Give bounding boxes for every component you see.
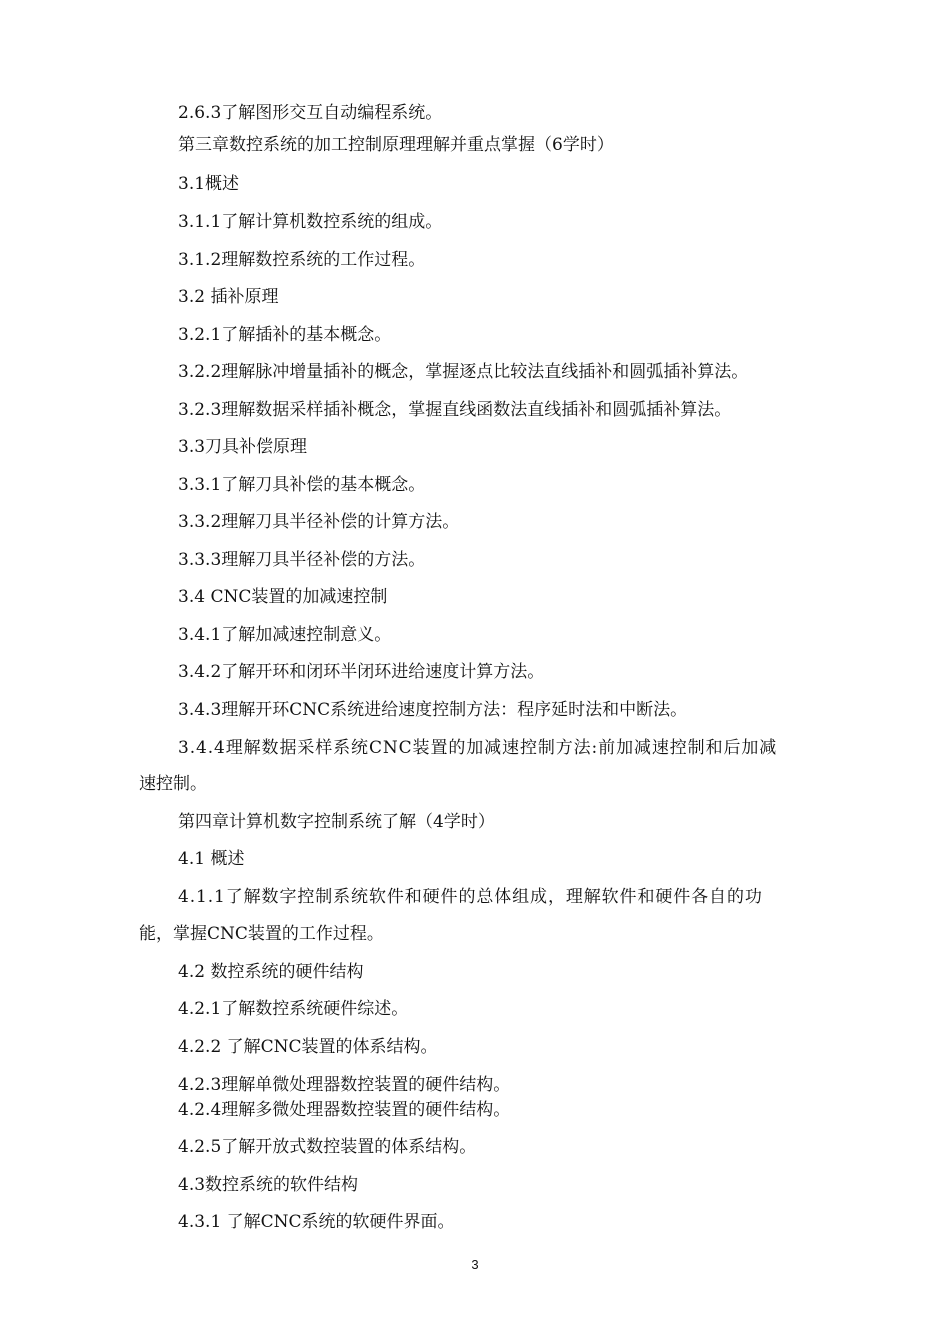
section-heading: 4.3数控系统的软件结构 — [178, 1175, 359, 1195]
text-line: 3.4.3理解开环CNC系统进给速度控制方法：程序延时法和中断法。 — [178, 700, 688, 720]
text-line-continued: 速控制。 — [139, 774, 207, 794]
text-line: 3.2.1了解插补的基本概念。 — [178, 325, 392, 345]
section-heading: 3.1概述 — [178, 174, 240, 194]
section-heading: 4.2 数控系统的硬件结构 — [178, 962, 364, 982]
chapter-heading: 第三章数控系统的加工控制原理理解并重点掌握（6学时） — [178, 135, 614, 155]
text-line: 4.1.1了解数字控制系统软件和硬件的总体组成，理解软件和硬件各自的功 — [178, 887, 763, 907]
text-line: 4.2.2 了解CNC装置的体系结构。 — [178, 1037, 438, 1057]
text-line: 3.3.1了解刀具补偿的基本概念。 — [178, 475, 426, 495]
text-line: 4.2.3理解单微处理器数控装置的硬件结构。 — [178, 1075, 511, 1095]
text-line: 2.6.3了解图形交互自动编程系统。 — [178, 103, 443, 123]
text-line: 4.2.4理解多微处理器数控装置的硬件结构。 — [178, 1100, 511, 1120]
section-heading: 3.4 CNC装置的加减速控制 — [178, 587, 388, 607]
text-line: 3.4.2了解开环和闭环半闭环进给速度计算方法。 — [178, 662, 545, 682]
text-line: 3.2.2理解脉冲增量插补的概念，掌握逐点比较法直线插补和圆弧插补算法。 — [178, 362, 749, 382]
text-line: 4.2.5了解开放式数控装置的体系结构。 — [178, 1137, 477, 1157]
text-line: 3.2.3理解数据采样插补概念，掌握直线函数法直线插补和圆弧插补算法。 — [178, 400, 732, 420]
text-line: 3.4.1了解加减速控制意义。 — [178, 625, 392, 645]
text-line: 3.1.1了解计算机数控系统的组成。 — [178, 212, 443, 232]
text-line: 4.3.1 了解CNC系统的软硬件界面。 — [178, 1212, 455, 1232]
chapter-heading: 第四章计算机数字控制系统了解（4学时） — [178, 812, 495, 832]
section-heading: 3.2 插补原理 — [178, 287, 279, 307]
text-line: 4.2.1了解数控系统硬件综述。 — [178, 999, 409, 1019]
text-line-continued: 能，掌握CNC装置的工作过程。 — [139, 924, 384, 944]
page-number: 3 — [471, 1257, 479, 1272]
text-line: 3.3.3理解刀具半径补偿的方法。 — [178, 550, 426, 570]
text-line: 3.3.2理解刀具半径补偿的计算方法。 — [178, 512, 460, 532]
section-heading: 4.1 概述 — [178, 849, 245, 869]
section-heading: 3.3刀具补偿原理 — [178, 437, 308, 457]
text-line: 3.4.4理解数据采样系统CNC装置的加减速控制方法:前加减速控制和后加减 — [178, 738, 778, 758]
text-line: 3.1.2理解数控系统的工作过程。 — [178, 250, 426, 270]
